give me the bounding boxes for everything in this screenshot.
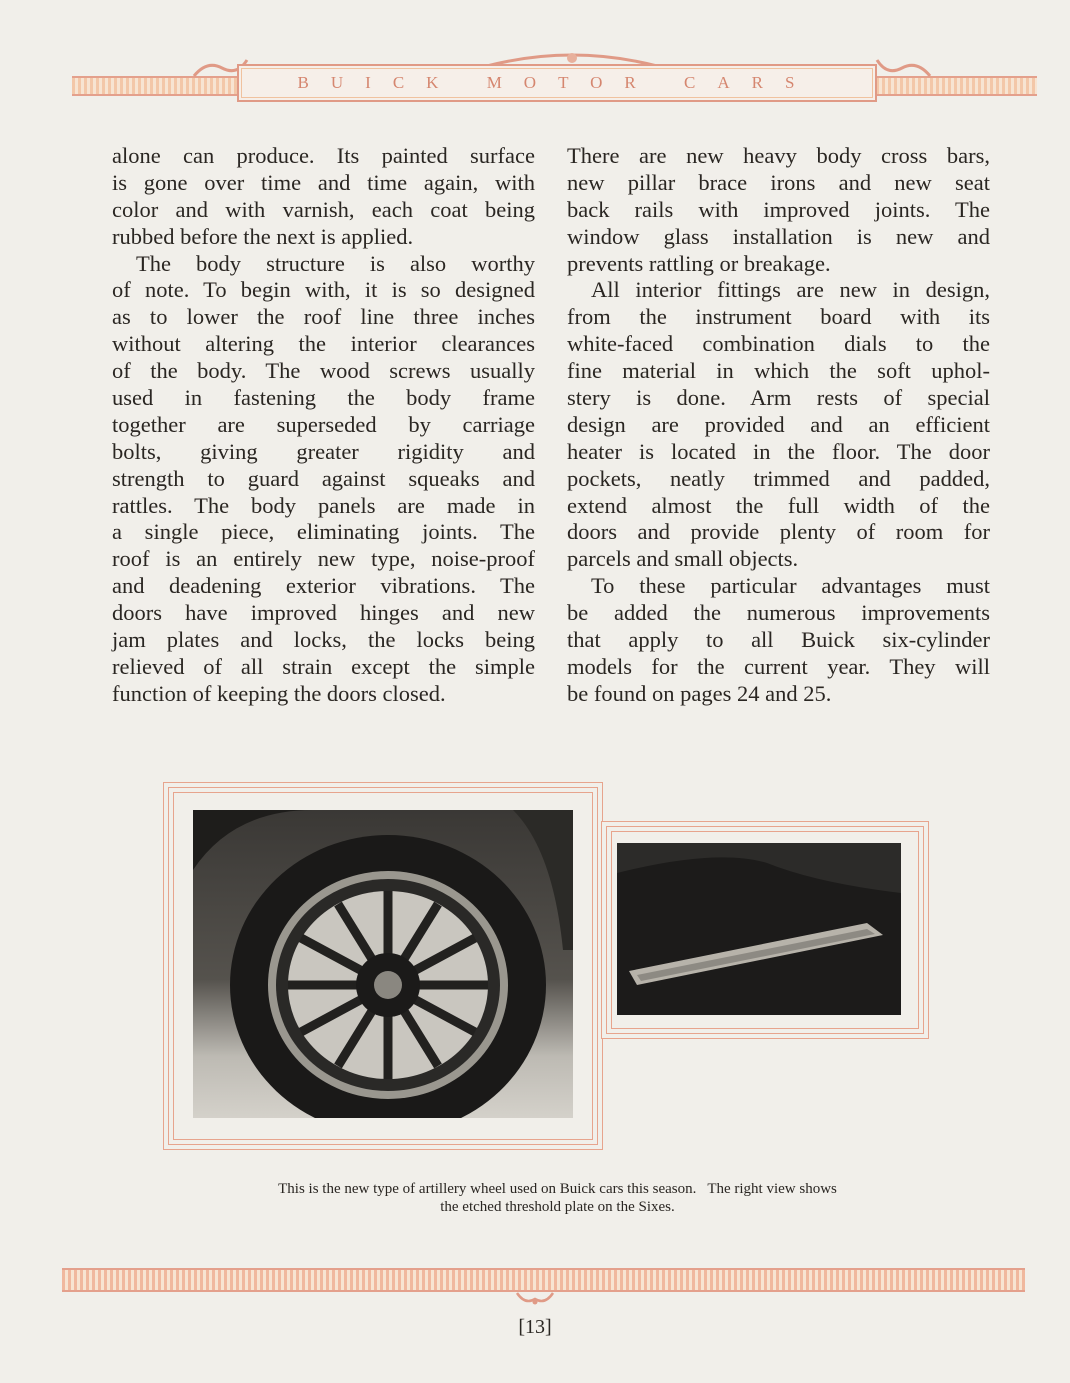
scroll-ornament-icon [872, 56, 932, 78]
text-line: doors and provide plenty of room for [567, 519, 990, 545]
photo-caption [180, 1180, 935, 1216]
text-line: of note. To begin with, it is so designed [112, 277, 535, 303]
text-line: relieved of all strain except the simple [112, 653, 535, 679]
text-line: jam plates and locks, the locks being [112, 627, 535, 653]
text-line: be found on pages 24 and 25. [567, 680, 832, 706]
text-line: of the body. The wood screws usually [112, 358, 535, 384]
text-line: together are superseded by carriage [112, 411, 535, 437]
caption-line-1: This is the new type of artillery wheel used on Buick cars this season. The right view shows [278, 1181, 837, 1197]
page-header-ornament [72, 62, 1037, 102]
text-line: pockets, neatly trimmed and padded, [567, 465, 990, 491]
text-line: All interior fittings are new in design, [591, 277, 990, 303]
artillery-wheel-photo [193, 810, 573, 1118]
text-line: The body structure is also worthy [136, 250, 535, 276]
text-line: rubbed before the next is applied. [112, 223, 414, 249]
header-plate [237, 64, 877, 102]
text-line: bolts, giving greater rigidity and [112, 438, 535, 464]
text-line: prevents rattling or breakage. [567, 250, 831, 276]
text-line: from the instrument board with its [567, 304, 990, 330]
left-text-column [112, 143, 535, 708]
text-line: There are new heavy body cross bars, [567, 143, 990, 168]
text-line: function of keeping the doors closed. [112, 680, 446, 706]
text-line: without altering the interior clearances [112, 331, 535, 357]
text-line: used in fastening the body frame [112, 385, 535, 411]
text-line: doors have improved hinges and new [112, 600, 535, 626]
text-line: alone can produce. Its painted surface [112, 143, 535, 168]
text-line: window glass installation is new and [567, 223, 990, 249]
wheel-icon [193, 810, 573, 1118]
running-title: BUICK MOTOR CARS [297, 73, 817, 92]
footer-rail-ornament [62, 1268, 1025, 1292]
text-line: as to lower the roof line three inches [112, 304, 535, 330]
text-line: strength to guard against squeaks and [112, 465, 535, 491]
text-line: rattles. The body panels are made in [112, 492, 535, 518]
text-line: extend almost the full width of the [567, 492, 990, 518]
caption-line-2: the etched threshold plate on the Sixes. [440, 1199, 675, 1215]
page-number: [13] [518, 1316, 552, 1338]
text-line: that apply to all Buick six-cylinder [567, 627, 990, 653]
text-line: heater is located in the floor. The door [567, 438, 990, 464]
text-line: fine material in which the soft uphol- [567, 358, 990, 384]
threshold-plate-photo [617, 843, 901, 1015]
right-text-column [567, 143, 990, 708]
text-line: back rails with improved joints. The [567, 196, 990, 222]
text-line: stery is done. Arm rests of special [567, 385, 990, 411]
text-line: be added the numerous improvements [567, 600, 990, 626]
text-line: a single piece, eliminating joints. The [112, 519, 535, 545]
text-line: and deadening exterior vibrations. The [112, 573, 535, 599]
text-line: To these particular advantages must [591, 573, 990, 599]
text-line: design are provided and an efficient [567, 411, 990, 437]
threshold-plate-icon [617, 843, 901, 1015]
text-line: is gone over time and time again, with [112, 169, 535, 195]
text-line: new pillar brace irons and new seat [567, 169, 990, 195]
text-line: color and with varnish, each coat being [112, 196, 535, 222]
footer-ornament-icon [515, 1291, 555, 1307]
text-line: parcels and small objects. [567, 546, 799, 572]
text-line: white-faced combination dials to the [567, 331, 990, 357]
text-line: models for the current year. They will [567, 653, 990, 679]
text-line: roof is an entirely new type, noise-proof [112, 546, 535, 572]
